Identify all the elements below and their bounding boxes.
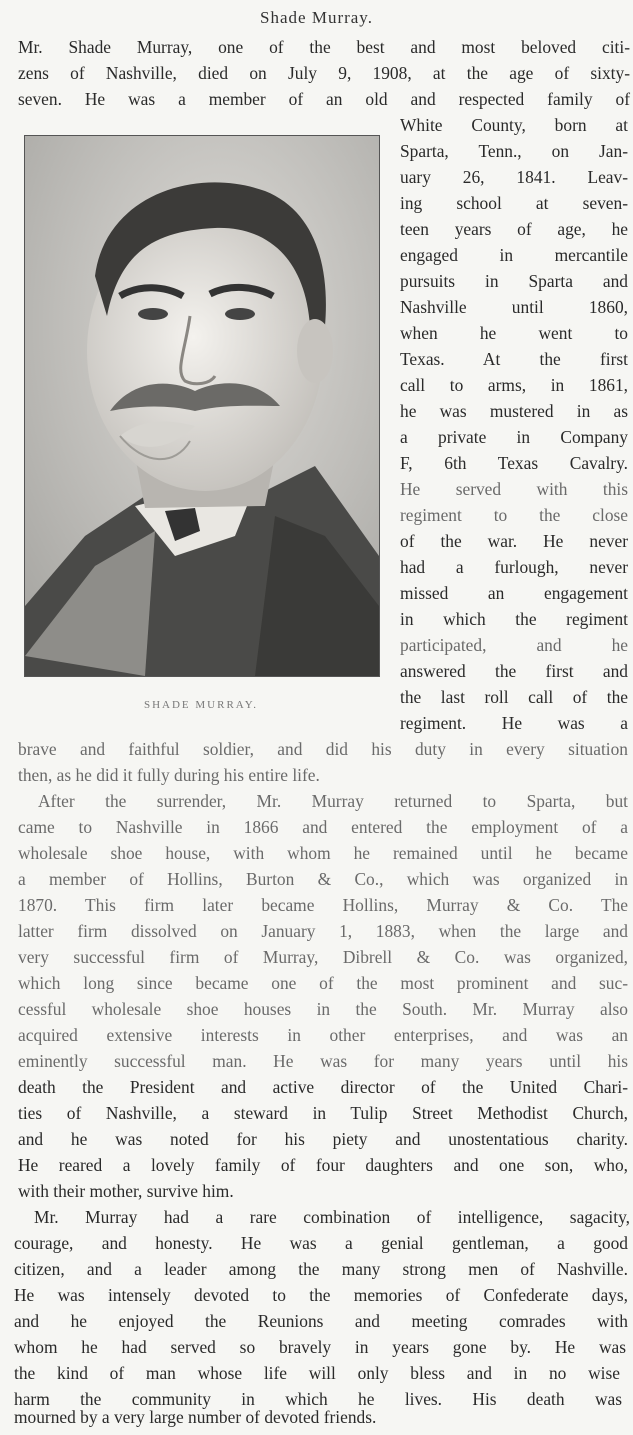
portrait-illustration (25, 136, 379, 676)
body-line: F, 6th Texas Cavalry. (400, 453, 628, 473)
body-line: ties of Nashville, a steward in Tulip Street Methodist Church, (18, 1103, 628, 1123)
body-line: teen years of age, he (400, 219, 628, 239)
body-line: He was intensely devoted to the memories of Confederate days, (14, 1285, 628, 1305)
portrait-caption: SHADE MURRAY. (143, 699, 259, 711)
body-line: engaged in mercantile (400, 245, 628, 265)
body-line: and he was noted for his piety and unostentatious charity. (18, 1129, 628, 1149)
body-line: White County, born at (400, 115, 628, 135)
body-line: whom he had served so bravely in years gone by. He was (14, 1337, 626, 1357)
body-line: death the President and active director of the United Chari- (18, 1077, 628, 1097)
body-line: then, as he did it fully during his entire life. (18, 765, 320, 785)
body-line: harm the community in which he lives. His death was (14, 1389, 622, 1409)
body-line: regiment to the close (400, 505, 628, 525)
body-line: regiment. He was a (400, 713, 628, 733)
body-line: latter firm dissolved on January 1, 1883, when the large and (18, 921, 628, 941)
body-line: participated, and he (400, 635, 628, 655)
body-line: he was mustered in as (400, 401, 628, 421)
body-line: citizen, and a leader among the many strong men of Nashville. (14, 1259, 628, 1279)
body-line: answered the first and (400, 661, 628, 681)
article-heading: Shade Murray. (260, 8, 373, 27)
body-line: He served with this (400, 479, 628, 499)
body-line: the kind of man whose life will only bless and in no wise (14, 1363, 620, 1383)
body-line: acquired extensive interests in other enterprises, and was an (18, 1025, 628, 1045)
body-line: a member of Hollins, Burton & Co., which was organized in (18, 869, 628, 889)
body-line: a private in Company (400, 427, 628, 447)
body-line: brave and faithful soldier, and did his duty in every situation (18, 739, 628, 759)
body-line: He reared a lovely family of four daughters and one son, who, (18, 1155, 628, 1175)
body-line: zens of Nashville, died on July 9, 1908, at the age of sixty- (18, 63, 630, 83)
body-line: which long since became one of the most prominent and suc- (18, 973, 628, 993)
body-line: eminently successful man. He was for many years until his (18, 1051, 628, 1071)
body-line: cessful wholesale shoe houses in the South. Mr. Murray also (18, 999, 628, 1019)
body-line: the last roll call of the (400, 687, 628, 707)
body-line: call to arms, in 1861, (400, 375, 628, 395)
body-line: wholesale shoe house, with whom he remained until he became (18, 843, 628, 863)
body-line: in which the regiment (400, 609, 628, 629)
body-line: uary 26, 1841. Leav- (400, 167, 628, 187)
body-line: when he went to (400, 323, 628, 343)
body-line: Nashville until 1860, (400, 297, 628, 317)
body-line: Sparta, Tenn., on Jan- (400, 141, 628, 161)
body-line: of the war. He never (400, 531, 628, 551)
body-line: Texas. At the first (400, 349, 628, 369)
body-line: came to Nashville in 1866 and entered the employment of a (18, 817, 628, 837)
portrait-photo (24, 135, 380, 677)
body-line: pursuits in Sparta and (400, 271, 628, 291)
body-line: ing school at seven- (400, 193, 628, 213)
body-line: missed an engagement (400, 583, 628, 603)
body-line: mourned by a very large number of devoted friends. (14, 1407, 377, 1427)
body-line: 1870. This firm later became Hollins, Murray & Co. The (18, 895, 628, 915)
body-line: After the surrender, Mr. Murray returned to Sparta, but (38, 791, 628, 811)
body-line: seven. He was a member of an old and respected family of (18, 89, 630, 109)
body-line: and he enjoyed the Reunions and meeting comrades with (14, 1311, 628, 1331)
body-line: with their mother, survive him. (18, 1181, 234, 1201)
body-line: Mr. Shade Murray, one of the best and most beloved citi- (18, 37, 630, 57)
body-line: Mr. Murray had a rare combination of intelligence, sagacity, (34, 1207, 630, 1227)
body-line: courage, and honesty. He was a genial gentleman, a good (14, 1233, 628, 1253)
body-line: very successful firm of Murray, Dibrell & Co. was organized, (18, 947, 628, 967)
body-line: had a furlough, never (400, 557, 628, 577)
